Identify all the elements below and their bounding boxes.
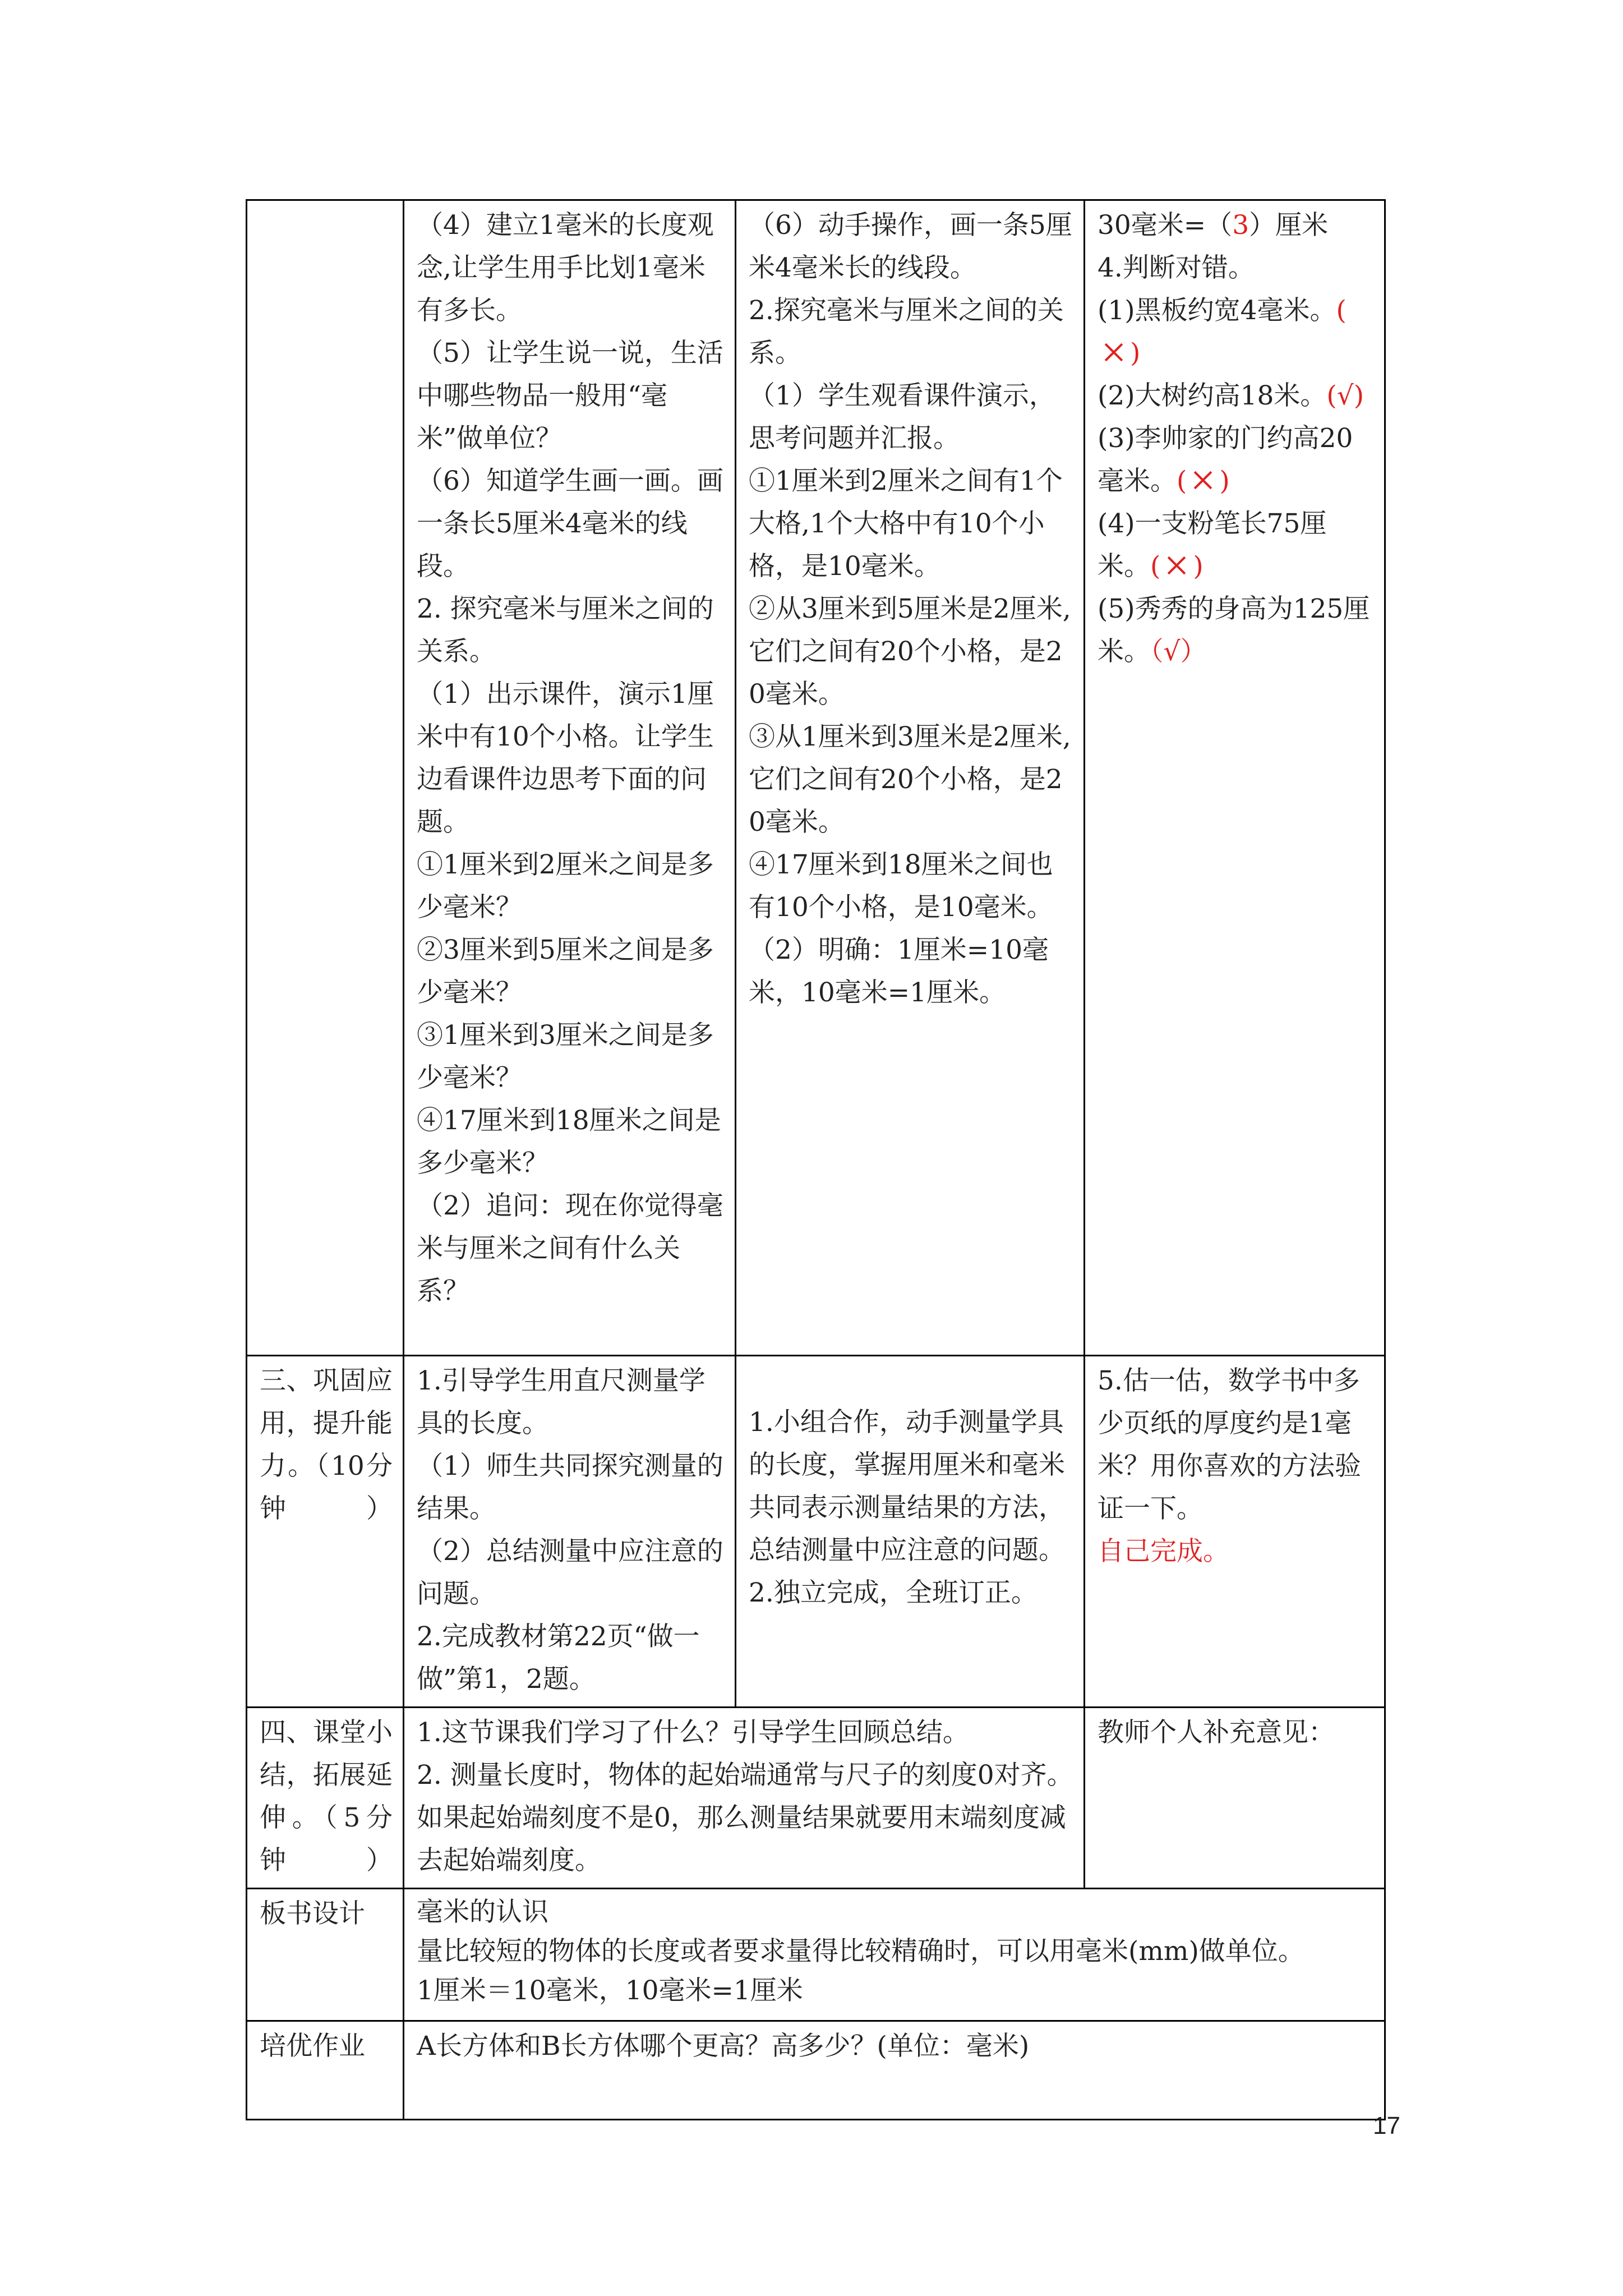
judgement-list	[1098, 289, 1374, 673]
page-number: 17	[1373, 2112, 1400, 2139]
table-row	[247, 200, 1385, 1356]
section-label: 培优作业	[247, 2021, 404, 2120]
board-line: 毫米的认识	[417, 1897, 548, 1927]
list-item: （1）学生观看课件演示，思考问题并汇报。	[749, 380, 1055, 454]
judgement-text: (1)黑板约宽4毫米。	[1098, 295, 1336, 326]
homework-text: A长方体和B长方体哪个更高？高多少？(单位：毫米)	[417, 2031, 1030, 2062]
table-row	[247, 2021, 1385, 2120]
judgement-item	[1098, 588, 1374, 673]
stage-label: 三、巩固应用，提升能力。（10分钟）	[247, 1356, 404, 1708]
teacher-activity-cell	[404, 1356, 736, 1708]
exercise-title: 4.判断对错。	[1098, 252, 1255, 283]
teacher-note-label: 教师个人补充意见：	[1098, 1717, 1335, 1748]
list-item: ①1厘米到2厘米之间有1个大格,1个大格中有10个小格，是10毫米。	[749, 466, 1063, 582]
answer-bracket-open: (	[1150, 551, 1161, 582]
judgement-text: (5)秀秀的身高为125厘米。	[1098, 593, 1370, 667]
list-item: （5）让学生说一说，生活中哪些物品一般用“毫米”做单位？	[417, 338, 723, 454]
list-item: 2. 测量长度时，物体的起始端通常与尺子的刻度0对齐。如果起始端刻度不是0，那么测量结果就要用末端刻度减去起始端刻度。	[417, 1760, 1073, 1876]
exercise-conversion	[1098, 204, 1374, 247]
exercise-cell	[1085, 1356, 1385, 1708]
answer-bracket-close: )	[1130, 338, 1141, 369]
judgement-text: (3)李帅家的门约高20毫米。	[1098, 423, 1353, 496]
list-item: ②3厘米到5厘米之间是多少毫米？	[417, 935, 714, 1008]
cross-mark-icon	[1189, 466, 1217, 494]
check-mark-icon: √	[1336, 380, 1354, 411]
judgement-item	[1098, 417, 1374, 503]
list-item: （2）追问：现在你觉得毫米与厘米之间有什么关系？	[417, 1190, 723, 1306]
student-activity-cell	[736, 200, 1085, 1356]
list-item: 1.引导学生用直尺测量学具的长度。	[417, 1365, 706, 1439]
exercise-answer: 自己完成。	[1098, 1536, 1229, 1567]
list-item: ④17厘米到18厘米之间是多少毫米？	[417, 1105, 721, 1179]
judgement-text: (2)大树约高18米。	[1098, 380, 1327, 411]
judgement-item	[1098, 375, 1374, 417]
exercise-answer: 3	[1232, 210, 1249, 241]
list-item: ②从3厘米到5厘米是2厘米,它们之间有20个小格，是20毫米。	[749, 593, 1071, 710]
list-item: （2）总结测量中应注意的问题。	[417, 1536, 723, 1609]
list-item: （6）动手操作，画一条5厘米4毫米长的线段。	[749, 210, 1072, 283]
judgement-item	[1098, 503, 1374, 588]
lesson-plan-table	[246, 199, 1386, 2120]
cross-mark-icon	[1100, 338, 1128, 366]
list-item: 2. 探究毫米与厘米之间的关系。	[417, 593, 714, 667]
homework-cell	[404, 2021, 1385, 2120]
exercise-suffix: ）厘米	[1249, 210, 1329, 241]
list-item: 1.小组合作，动手测量学具的长度，掌握用厘米和毫米共同表示测量结果的方法，总结测量中应注意的问题。	[749, 1407, 1065, 1566]
answer-bracket-close: )	[1219, 466, 1230, 496]
student-activity-cell	[736, 1356, 1085, 1708]
table-row	[247, 1889, 1385, 2021]
list-item: （1）出示课件，演示1厘米中有10个小格。让学生边看课件边思考下面的问题。	[417, 679, 714, 838]
list-item: （1）师生共同探究测量的结果。	[417, 1451, 723, 1524]
board-line: 1厘米＝10毫米，10毫米=1厘米	[417, 1975, 803, 2006]
list-item: 2.独立完成，全班订正。	[749, 1577, 1038, 1608]
list-item: （2）明确：1厘米=10毫米，10毫米=1厘米。	[749, 935, 1049, 1008]
list-item: 2.探究毫米与厘米之间的关系。	[749, 295, 1064, 369]
board-design-cell	[404, 1889, 1385, 2021]
answer-bracket-open: (	[1177, 466, 1187, 496]
stage-cell-empty	[247, 200, 404, 1356]
list-item: ③1厘米到3厘米之间是多少毫米？	[417, 1020, 714, 1093]
stage-label: 四、课堂小结，拓展延伸。（5分钟）	[247, 1708, 404, 1889]
summary-cell	[404, 1708, 1085, 1889]
list-item: 1.这节课我们学习了什么？引导学生回顾总结。	[417, 1717, 969, 1748]
table-row	[247, 1356, 1385, 1708]
check-mark-icon: √	[1163, 636, 1181, 667]
list-item: ④17厘米到18厘米之间也有10个小格，是10毫米。	[749, 849, 1053, 923]
list-item: （6）知道学生画一画。画一条长5厘米4毫米的线段。	[417, 466, 723, 582]
judgement-text: (4)一支粉笔长75厘米。	[1098, 508, 1327, 582]
teacher-activity-cell	[404, 200, 736, 1356]
board-line: 量比较短的物体的长度或者要求量得比较精确时，可以用毫米(mm)做单位。	[417, 1936, 1304, 1967]
answer-bracket-close: )	[1193, 551, 1204, 582]
answer-bracket-close: )	[1353, 380, 1364, 411]
list-item: ③从1厘米到3厘米是2厘米,它们之间有20个小格，是20毫米。	[749, 721, 1071, 838]
answer-bracket-open: (	[1326, 380, 1337, 411]
section-label: 板书设计	[247, 1889, 404, 2021]
answer-bracket-open: (	[1336, 295, 1347, 326]
exercise-cell	[1085, 200, 1385, 1356]
judgement-item	[1098, 289, 1374, 375]
table-row	[247, 1708, 1385, 1889]
answer-bracket-close: ）	[1180, 636, 1207, 667]
teacher-note-cell	[1085, 1708, 1385, 1889]
answer-bracket-open: （	[1150, 636, 1164, 667]
list-item: 2.完成教材第22页“做一做”第1，2题。	[417, 1621, 700, 1695]
list-item: ①1厘米到2厘米之间是多少毫米？	[417, 849, 714, 923]
list-item: （4）建立1毫米的长度观念,让学生用手比划1毫米有多长。	[417, 210, 714, 326]
exercise-prefix: 30毫米=（	[1098, 210, 1233, 241]
exercise-question: 5.估一估，数学书中多少页纸的厚度约是1毫米？用你喜欢的方法验证一下。	[1098, 1365, 1361, 1524]
cross-mark-icon	[1163, 551, 1191, 579]
